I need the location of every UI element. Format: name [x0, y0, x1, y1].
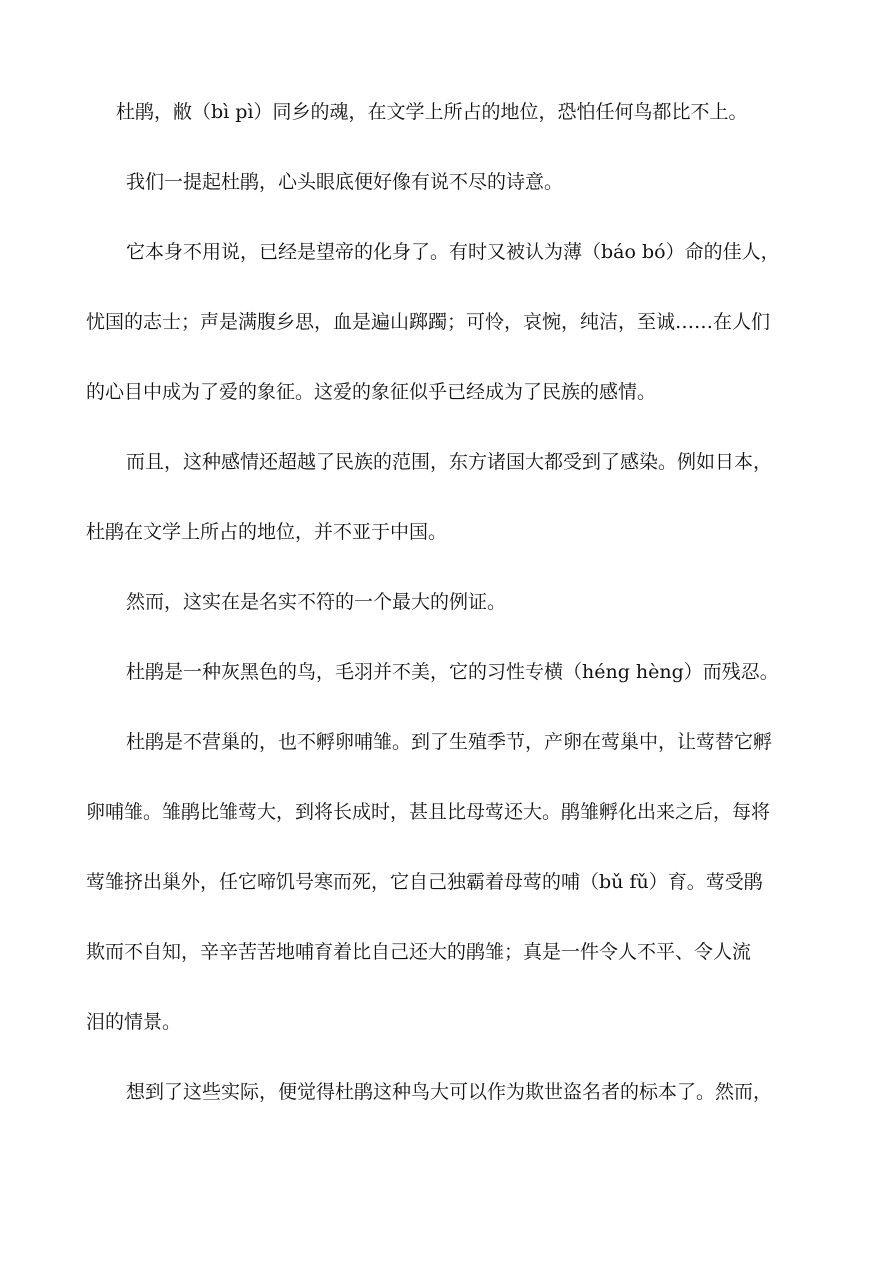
paragraph-line: 而且，这种感情还超越了民族的范围，东方诸国大都受到了感染。例如日本， [126, 451, 773, 473]
paragraph-line: 想到了这些实际，便觉得杜鹃这种鸟大可以作为欺世盗名者的标本了。然而， [126, 1081, 773, 1103]
paragraph-line: 杜鹃是不营巢的，也不孵卵哺雏。到了生殖季节，产卵在莺巢中，让莺替它孵 [126, 731, 773, 753]
paragraph-line: 杜鹃是一种灰黑色的鸟，毛羽并不美，它的习性专横（héng hèng）而残忍。 [126, 661, 779, 683]
paragraph-line: 然而，这实在是名实不符的一个最大的例证。 [126, 591, 507, 613]
paragraph-line: 卵哺雏。雏鹃比雏莺大，到将长成时，甚且比母莺还大。鹃雏孵化出来之后，每将 [86, 801, 771, 823]
paragraph-line: 莺雏挤出巢外，任它啼饥号寒而死，它自己独霸着母莺的哺（bǔ fǔ）育。莺受鹃 [86, 871, 763, 893]
paragraph-line: 泪的情景。 [86, 1011, 182, 1033]
paragraph-line: 欺而不自知，辛辛苦苦地哺育着比自己还大的鹃雏；真是一件令人不平、令人流 [86, 941, 752, 963]
paragraph-line: 我们一提起杜鹃，心头眼底便好像有说不尽的诗意。 [126, 171, 564, 193]
paragraph-line: 杜鹃在文学上所占的地位，并不亚于中国。 [86, 521, 448, 543]
paragraph-line: 忧国的志士；声是满腹乡思，血是遍山踯躅；可怜，哀惋，纯洁，至诚……在人们 [86, 311, 771, 333]
paragraph-line: 杜鹃，敝（bì pì）同乡的魂，在文学上所占的地位，恐怕任何鸟都比不上。 [116, 101, 748, 123]
paragraph-line: 的心目中成为了爱的象征。这爱的象征似乎已经成为了民族的感情。 [86, 381, 657, 403]
paragraph-line: 它本身不用说，已经是望帝的化身了。有时又被认为薄（báo bó）命的佳人， [126, 241, 780, 263]
